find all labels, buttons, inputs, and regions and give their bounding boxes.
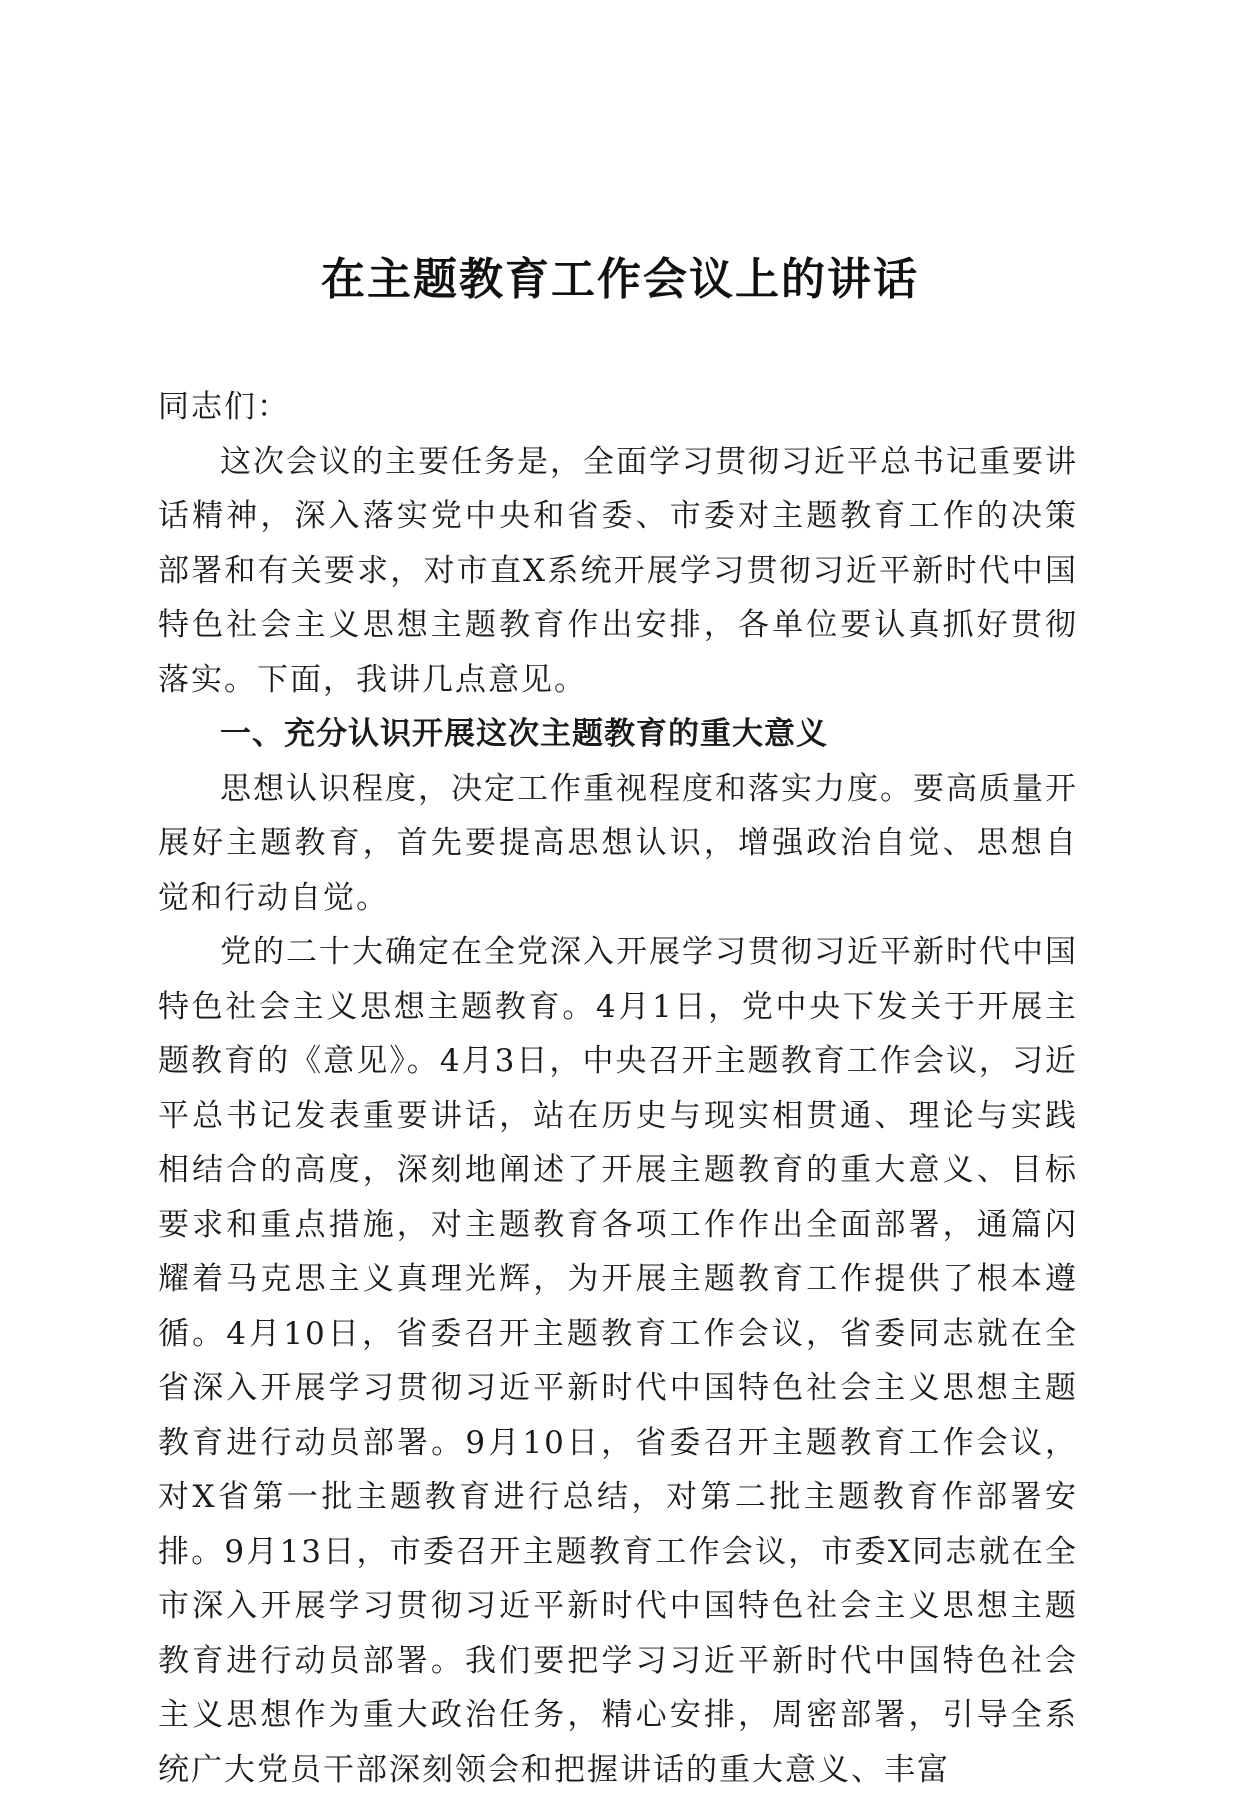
salutation: 同志们： <box>158 389 290 425</box>
document-title: 在主题教育工作会议上的讲话 <box>321 254 919 305</box>
section-heading-1: 一、充分认识开展这次主题教育的重大意义 <box>220 716 828 752</box>
paragraph-awareness: 思想认识程度，决定工作重视程度和落实力度。要高质量开展好主题教育，首先要提高思想认识，增强政治自觉、思想自觉和行动自觉。 <box>158 770 1078 916</box>
document-body <box>158 380 1078 1797</box>
paragraph-intro: 这次会议的主要任务是，全面学习贯彻习近平总书记重要讲话精神，深入落实党中央和省委、市委对主题教育工作的决策部署和有关要求，对市直X系统开展学习贯彻习近平新时代中国特色社会主义思想主题教育作出安排，各单位要认真抓好贯彻落实。下面，我讲几点意见。 <box>158 443 1078 698</box>
paragraph-background: 党的二十大确定在全党深入开展学习贯彻习近平新时代中国特色社会主义思想主题教育。4月1日，党中央下发关于开展主题教育的《意见》。4月3日，中央召开主题教育工作会议，习近平总书记发表重要讲话，站在历史与现实相贯通、理论与实践相结合的高度，深刻地阐述了开展主题教育的重大意义、目标要求和重点措施，对主题教育各项工作作出全面部署，通篇闪耀着马克思主义真理光辉，为开展主题教育工作提供了根本遵循。4月10日，省委召开主题教育工作会议，省委同志就在全省深入开展学习贯彻习近平新时代中国特色社会主义思想主题教育进行动员部署。9月10日，省委召开主题教育工作会议，对X省第一批主题教育进行总结，对第二批主题教育作部署安排。9月13日，市委召开主题教育工作会议，市委X同志就在全市深入开展学习贯彻习近平新时代中国特色社会主义思想主题教育进行动员部署。我们要把学习习近平新时代中国特色社会主义思想作为重大政治任务，精心安排，周密部署，引导全系统广大党员干部深刻领会和把握讲话的重大意义、丰富 <box>158 934 1078 1788</box>
